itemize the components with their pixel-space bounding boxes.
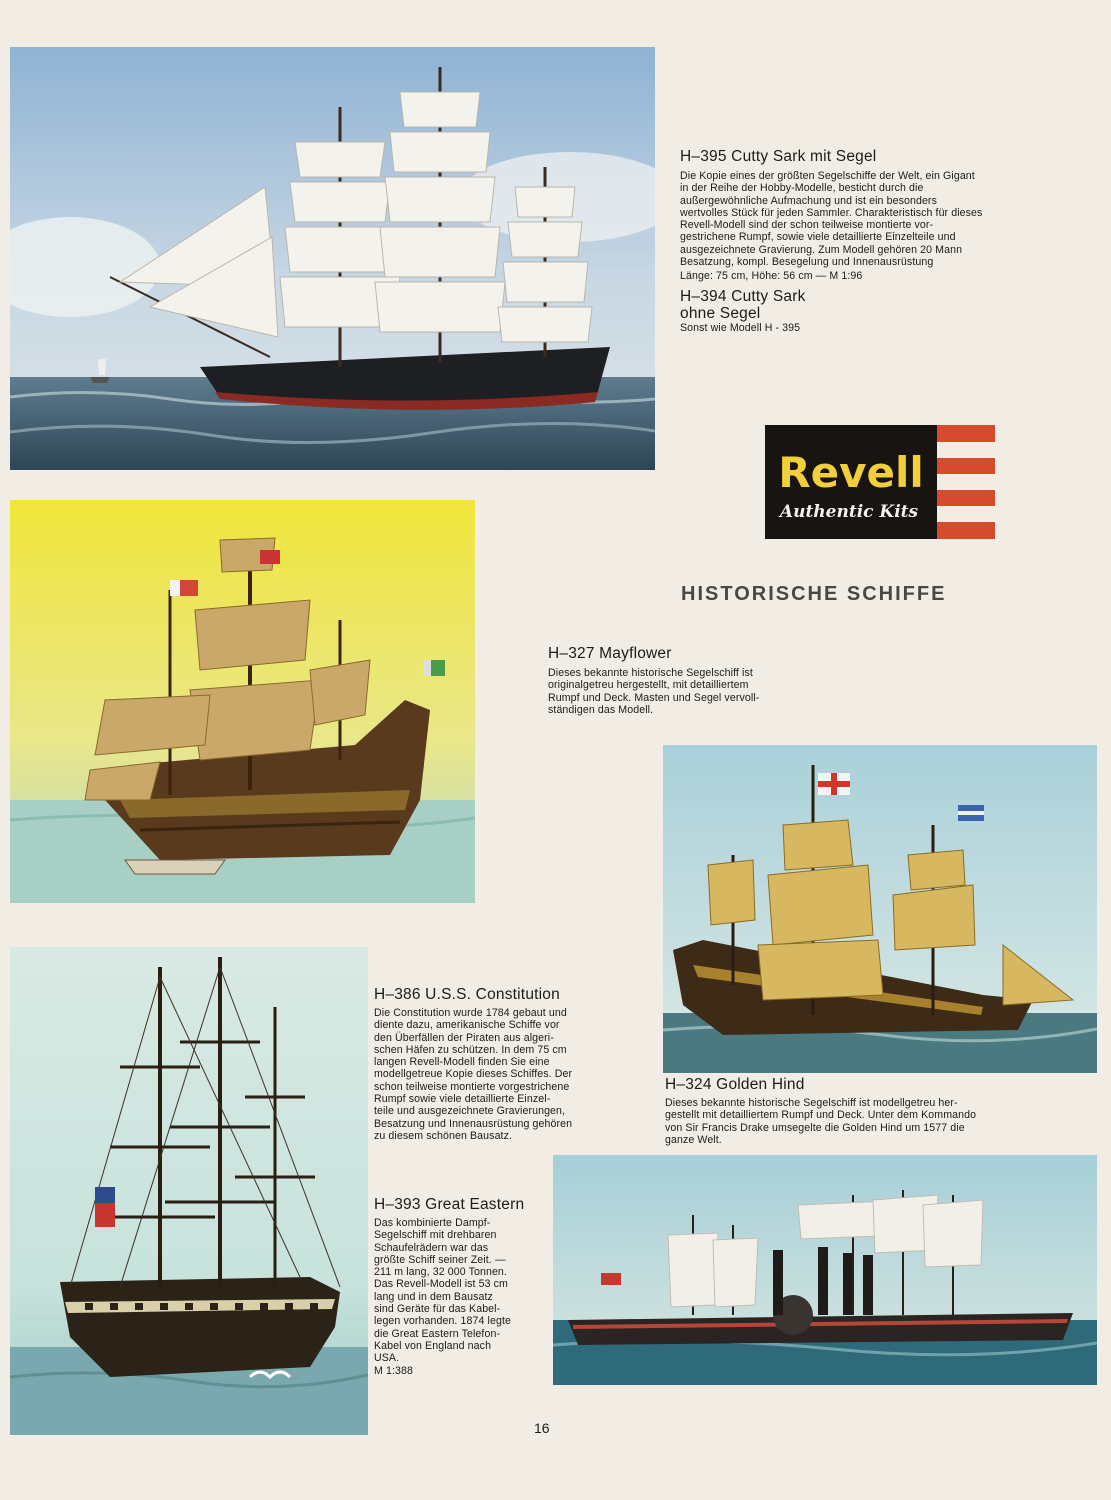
- svg-text:Authentic Kits: Authentic Kits: [779, 502, 919, 522]
- cutty-sark-no-sail-description: [680, 288, 980, 334]
- mayflower-body: Dieses bekannte historische Segelschiff ist originalgetreu hergestellt, mit detailliertem Rumpf und Deck. Masten und Segel vervoll- ständigen das Modell.: [548, 667, 760, 716]
- cutty-sark-illustration: [10, 47, 655, 470]
- section-heading: HISTORISCHE SCHIFFE: [681, 583, 947, 605]
- golden-hind-illustration: [663, 745, 1097, 1073]
- cutty-sark-body: Die Kopie eines der größten Segelschiffe der Welt, ein Gigant in der Reihe der Hobby-Modelle, besticht durch die außergewöhnliche Aufmachung und ist ein besonders wertvolles Stück für jeden Sammler. Charakteristisch für dieses Revell-Modell sind der schon teilweise montierte vor- gestrichene Rumpf, sowie viele detaillierte Einzelteile und ausgezeichnete Gravierung. Zum Modell gehören 20 Mann Besatzung, kompl. Besegelung und Innenausrüstung: [680, 170, 983, 269]
- constitution-description: [374, 986, 664, 1142]
- great-eastern-illustration: [553, 1155, 1097, 1385]
- golden-hind-description: [665, 1076, 1105, 1146]
- mayflower-title: H–327 Mayflower: [548, 645, 672, 662]
- golden-hind-title: H–324 Golden Hind: [665, 1076, 805, 1093]
- cutty-sark-no-sail-body: Sonst wie Modell H - 395: [680, 322, 801, 334]
- great-eastern-title: H–393 Great Eastern: [374, 1196, 525, 1213]
- cutty-sark-description: [680, 148, 1100, 283]
- constitution-body: Die Constitution wurde 1784 gebaut und diente dazu, amerikanische Schiffe vor den Überfällen der Piraten aus algeri- schen Häfen zu schützen. In dem 75 cm langen Revell-Modell finden Sie eine modellgetreue Kopie dieses Schiffes. Der schon teilweise montierte vorgestrichene Rumpf sowie viele detaillierte Einzel- teile und ausgezeichnete Gravierungen, Besatzung und Innenausrüstung gehören zu diesem schönen Bausatz.: [374, 1007, 573, 1142]
- constitution-title: H–386 U.S.S. Constitution: [374, 986, 560, 1003]
- cutty-sark-dimensions: Länge: 75 cm, Höhe: 56 cm — M 1:96: [680, 270, 863, 283]
- mayflower-description: [548, 645, 878, 716]
- cutty-sark-no-sail-title: H–394 Cutty Sark ohne Segel: [680, 288, 806, 322]
- revell-logo: [765, 425, 995, 539]
- svg-text:Revell: Revell: [778, 448, 924, 497]
- mayflower-illustration: [10, 500, 475, 903]
- page-number: 16: [534, 1420, 550, 1436]
- cutty-sark-title: H–395 Cutty Sark mit Segel: [680, 148, 877, 165]
- great-eastern-description: [374, 1196, 554, 1377]
- golden-hind-body: Dieses bekannte historische Segelschiff ist modellgetreu her- gestellt mit detailliertem Rumpf und Deck. Unter dem Kommando von Sir Francis Drake umsegelte die Golden Hind um 1577 die ganze Welt.: [665, 1097, 977, 1146]
- great-eastern-body: Das kombinierte Dampf- Segelschiff mit drehbaren Schaufelrädern war das größte Schiff seiner Zeit. — 211 m lang, 32 000 Tonnen. Das Revell-Modell ist 53 cm lang und in dem Bausatz sind Geräte für das Kabel- legen vorhanden. 1874 legte die Great Eastern Telefon- Kabel von England nach USA. M 1:388: [374, 1217, 511, 1377]
- constitution-illustration: [10, 947, 368, 1435]
